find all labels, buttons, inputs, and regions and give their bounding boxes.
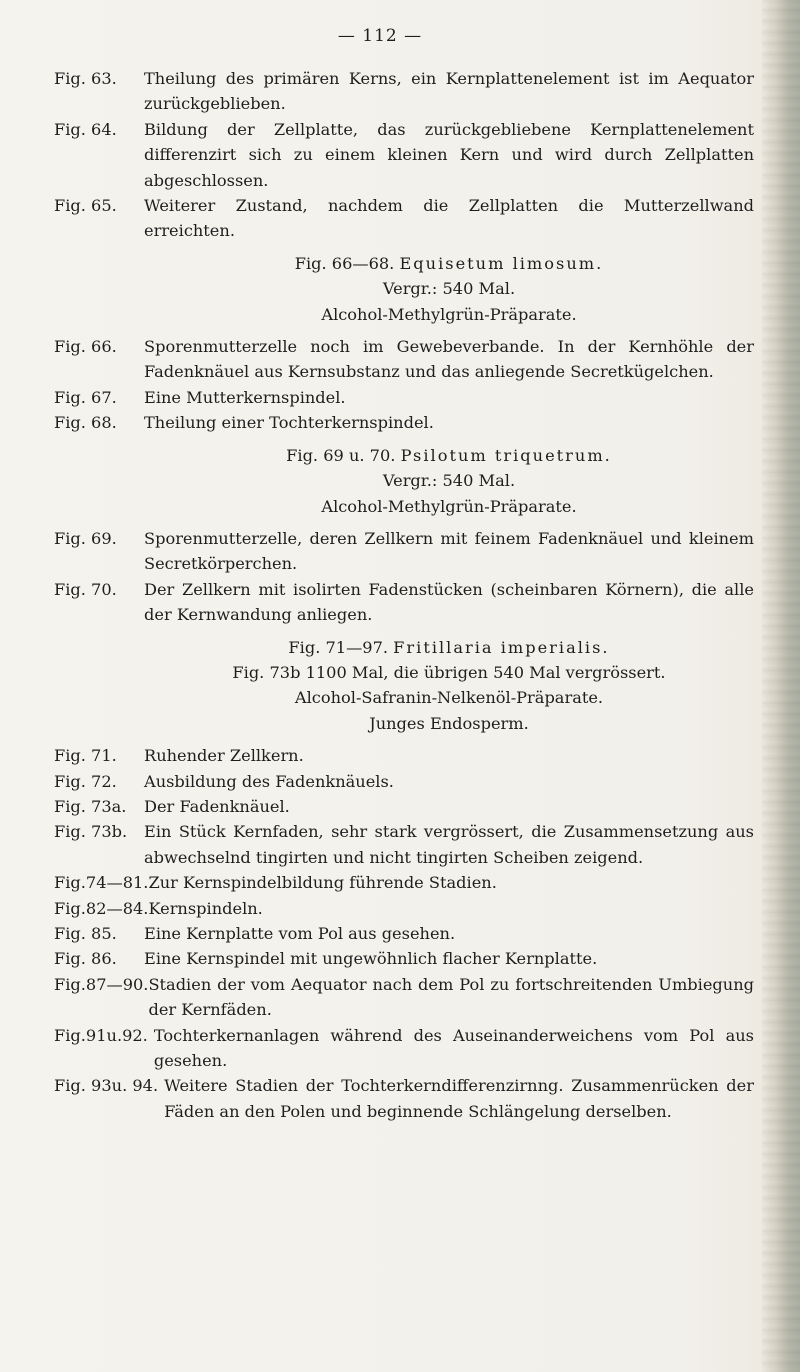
figure-label: Fig. 71.: [54, 746, 117, 766]
figure-label: Fig. 85.: [54, 924, 117, 943]
figure-label: Fig. 68.: [54, 413, 117, 433]
figure-description: Der Fadenknäuel.: [144, 796, 290, 816]
heading-preparation: Alcohol-Safranin-Nelkenöl-Präparate.: [294, 688, 604, 708]
heading-magnification: Fig. 73b 1100 Mal, die übrigen 540 Mal vergrössert.: [232, 662, 666, 682]
figure-entry: [54, 577, 754, 628]
page-edge-shadow: [762, 0, 800, 1372]
figure-label: Fig. 73b.: [54, 822, 128, 842]
figure-label: Fig.91u.92.: [54, 1025, 148, 1045]
figure-label: Fig. 73a.: [54, 796, 127, 816]
figure-label: Fig. 72.: [54, 771, 117, 791]
figure-label: Fig. 67.: [54, 387, 117, 407]
figure-entry: [54, 870, 754, 895]
figure-entry: [54, 921, 754, 946]
heading-preparation: Alcohol-Methylgrün-Präparate.: [321, 496, 577, 516]
figure-description: Sporenmutterzelle noch im Gewebeverbande. In der Kernhöhle der Fadenknäuel aus Kernsubstanz und das anliegende Secretkügelchen.: [144, 337, 754, 382]
section-heading-fritillaria: [144, 635, 754, 737]
heading-title: Fig. 66—68. Equisetum limosum.: [294, 253, 604, 273]
figure-description: Eine Kernplatte vom Pol aus gesehen.: [144, 924, 456, 943]
section-heading-psilotum: [144, 443, 754, 519]
figure-entry: [54, 819, 754, 870]
figure-description: Ausbildung des Fadenknäuels.: [144, 771, 394, 791]
heading-title: Fig. 69 u. 70. Psilotum triquetrum.: [286, 445, 612, 465]
figure-description: Kernspindeln.: [148, 898, 263, 918]
section-heading-equisetum: [144, 251, 754, 327]
figure-entry: [54, 193, 754, 244]
figure-entry: [54, 743, 754, 768]
figure-entry: [54, 972, 754, 1023]
figure-entry: [54, 794, 754, 819]
species-name: Equisetum limosum.: [399, 253, 604, 273]
figure-label: Fig.87—90.: [54, 974, 149, 994]
figure-description: Zur Kernspindelbildung führende Stadien.: [148, 873, 497, 893]
figure-label: Fig. 66.: [54, 337, 117, 357]
figure-entry: [54, 526, 754, 577]
figure-entry: [54, 334, 754, 385]
figure-entry: [54, 410, 754, 435]
figure-description: Bildung der Zellplatte, das zurückgebliebene Kernplattenelement differenzirt sich zu einem kleinen Kern und wird durch Zellplatten abgeschlossen.: [144, 119, 754, 190]
figure-label: Fig. 65.: [54, 196, 117, 216]
page-number: — 112 —: [337, 26, 423, 46]
figure-label: Fig.82—84.: [54, 898, 149, 918]
species-name: Psilotum triquetrum.: [400, 445, 612, 465]
figure-description: Tochterkernanlagen während des Auseinanderweichens vom Pol aus gesehen.: [153, 1025, 754, 1071]
figure-description: Eine Kernspindel mit ungewöhnlich flacher Kernplatte.: [144, 949, 598, 969]
page-content: [54, 66, 754, 1124]
heading-magnification: Vergr.: 540 Mal.: [382, 279, 516, 299]
figure-entry: [54, 1073, 754, 1124]
figure-description: Der Zellkern mit isolirten Fadenstücken (scheinbaren Körnern), die alle der Kernwandung anliegen.: [144, 579, 754, 625]
figure-entry: [54, 117, 754, 193]
figure-description: Sporenmutterzelle, deren Zellkern mit feinem Fadenknäuel und kleinem Secretkörperchen.: [144, 528, 754, 574]
figure-description: Theilung einer Tochterkernspindel.: [144, 413, 434, 433]
figure-description: Ein Stück Kernfaden, sehr stark vergrössert, die Zusammensetzung aus abwechselnd tingirten und nicht tingirten Scheiben zeigend.: [144, 822, 754, 867]
figure-entry: [54, 66, 754, 117]
heading-title: Fig. 71—97. Fritillaria imperialis.: [288, 637, 610, 657]
figure-description: Weitere Stadien der Tochterkerndifferenzirnng. Zusammenrücken der Fäden an den Polen und beginnende Schlängelung derselben.: [164, 1076, 754, 1121]
species-name: Fritillaria imperialis.: [393, 637, 610, 657]
figure-entry: [54, 946, 754, 971]
figure-entry: [54, 1023, 754, 1074]
figure-description: Ruhender Zellkern.: [144, 746, 304, 766]
figure-entry: [54, 769, 754, 794]
heading-preparation: Alcohol-Methylgrün-Präparate.: [321, 304, 577, 324]
figure-label: Fig. 63.: [54, 69, 117, 88]
figure-description: Eine Mutterkernspindel.: [144, 387, 346, 407]
heading-magnification: Vergr.: 540 Mal.: [382, 471, 516, 491]
figure-label: Fig. 69.: [54, 528, 117, 548]
figure-entry: [54, 385, 754, 410]
figure-entry: [54, 896, 754, 921]
figure-label: Fig.74—81.: [54, 873, 149, 893]
figure-description: Theilung des primären Kerns, ein Kernplattenelement ist im Aequator zurückgeblieben.: [144, 69, 754, 114]
figure-label: Fig. 93u. 94.: [54, 1076, 159, 1096]
figure-label: Fig. 70.: [54, 579, 117, 599]
figure-label: Fig. 64.: [54, 119, 117, 139]
figure-description: Stadien der vom Aequator nach dem Pol zu fortschreitenden Umbiegung der Kernfäden.: [148, 974, 754, 1020]
figure-label: Fig. 86.: [54, 949, 117, 969]
heading-tissue: Junges Endosperm.: [369, 713, 529, 733]
figure-description: Weiterer Zustand, nachdem die Zellplatten die Mutterzellwand erreichten.: [144, 196, 754, 241]
